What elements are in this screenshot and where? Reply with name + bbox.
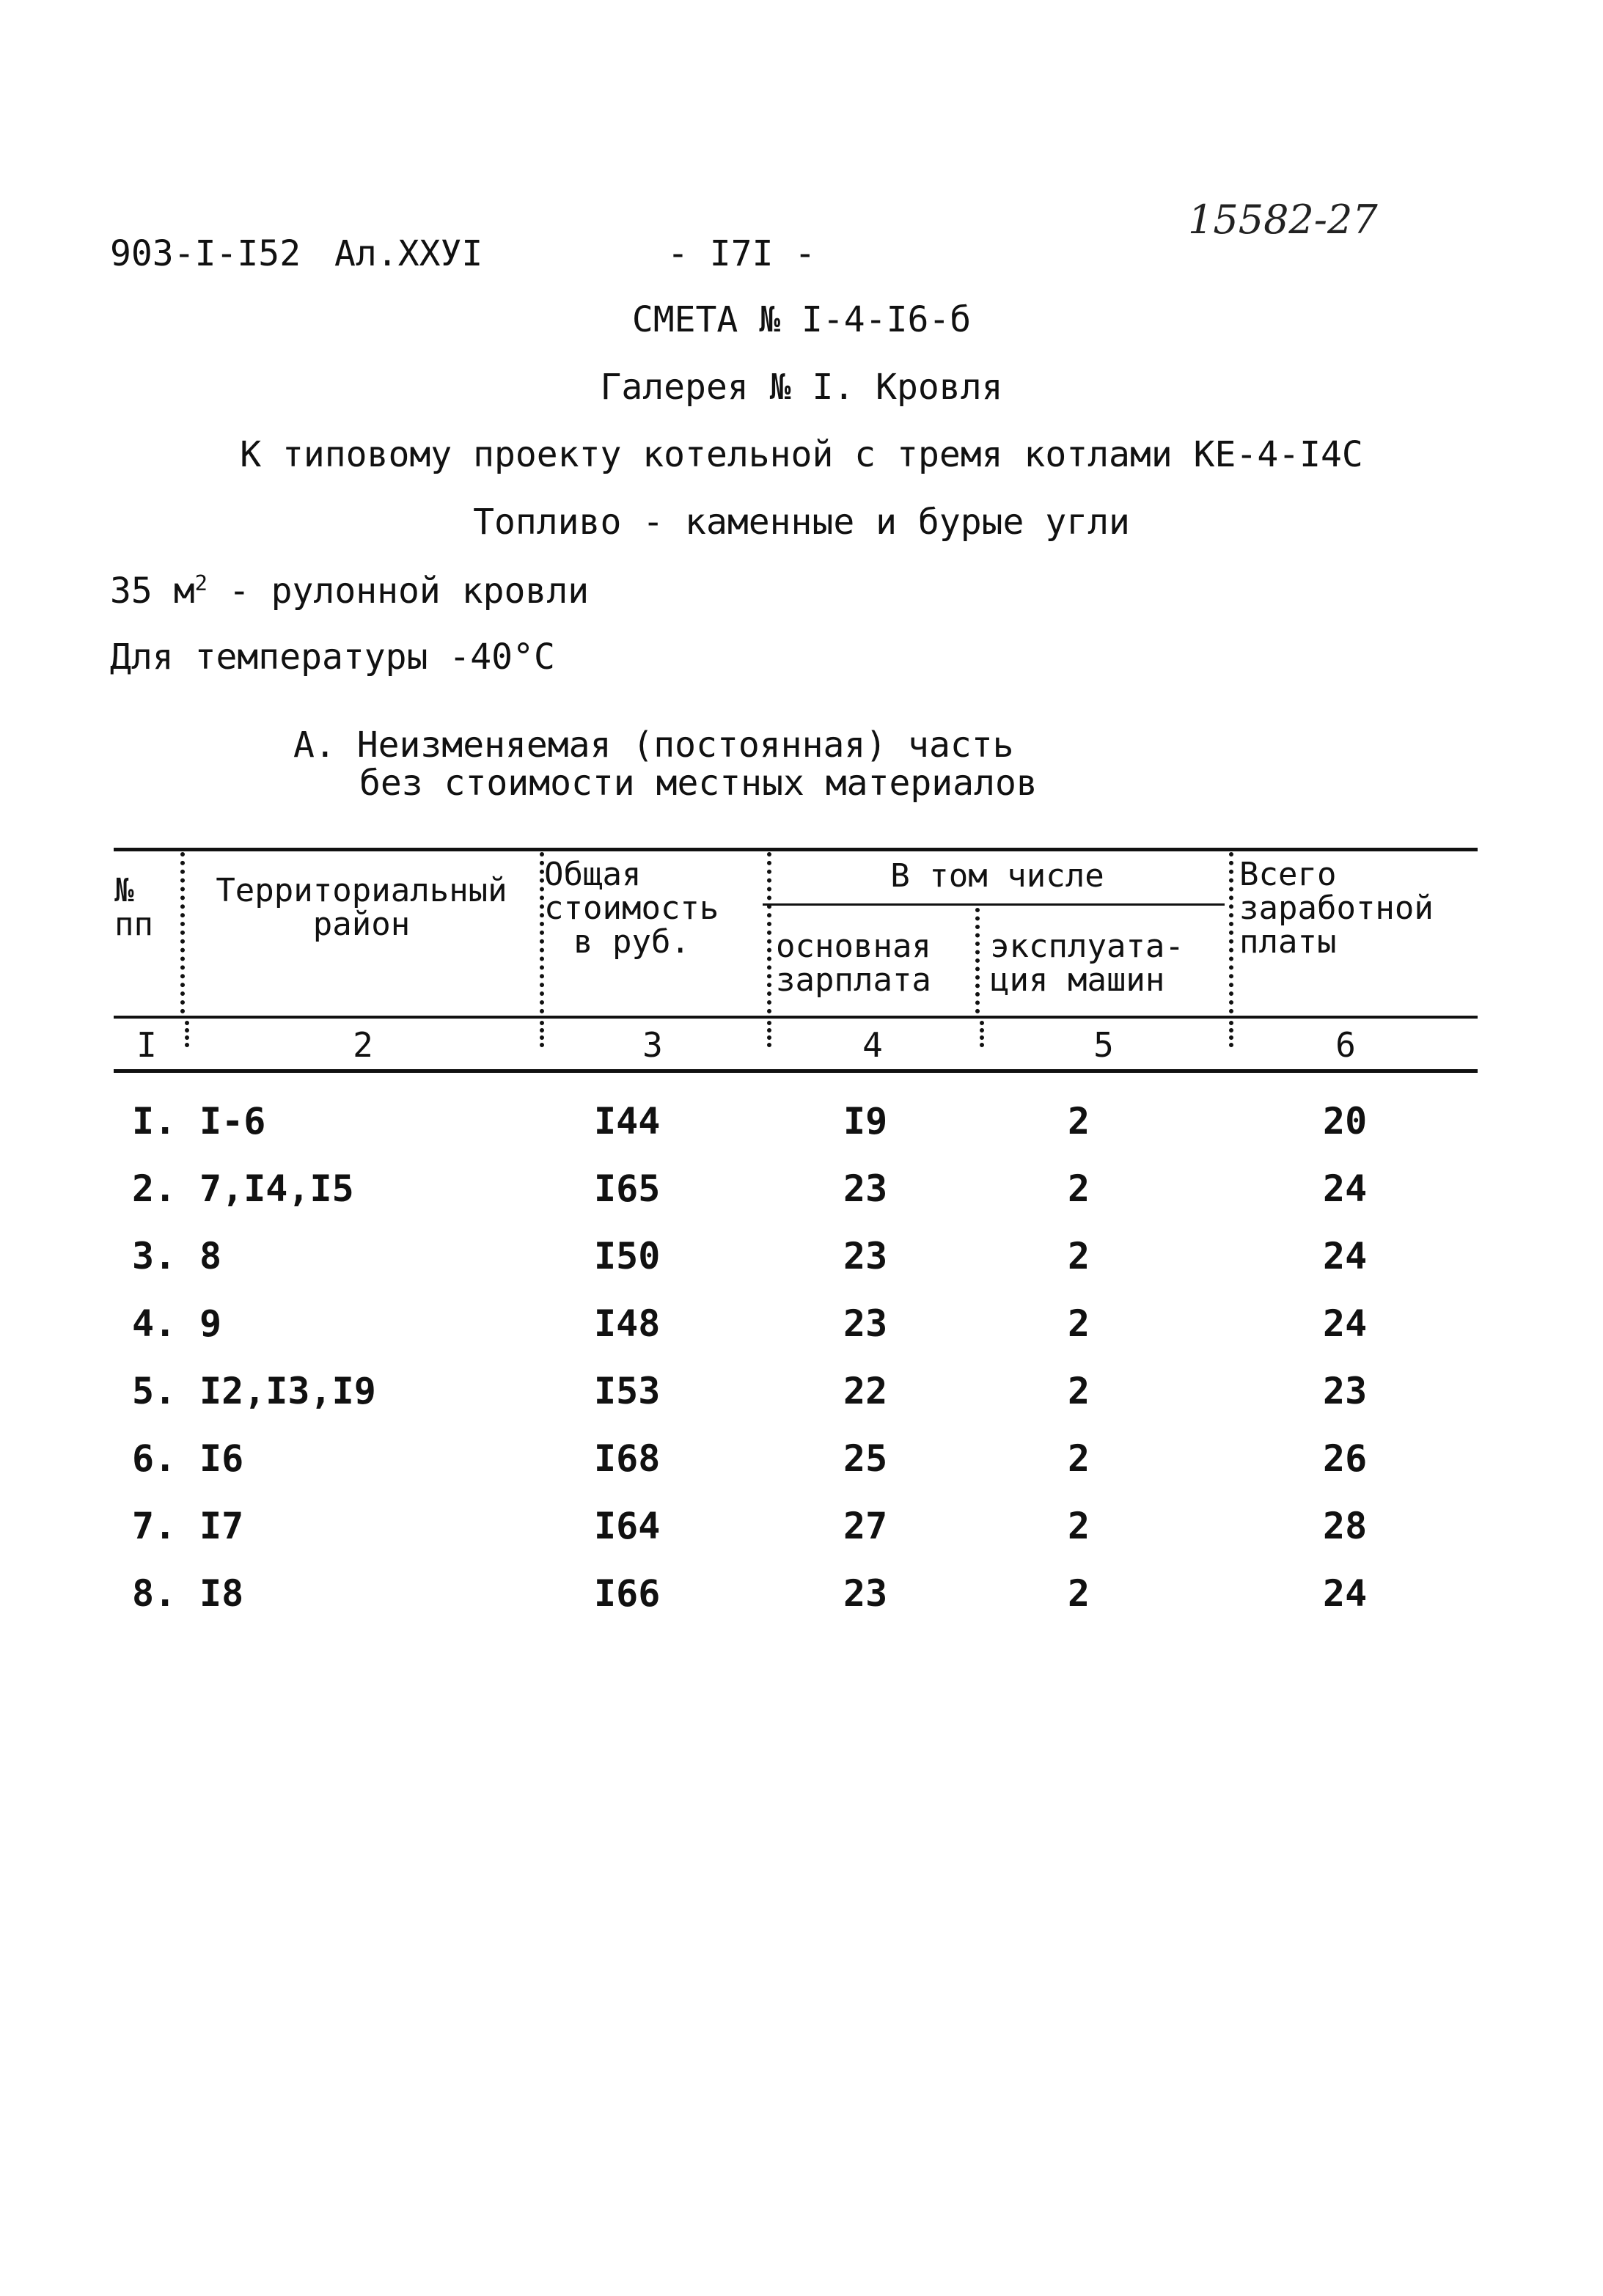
row-number: 4.	[132, 1302, 177, 1345]
header-bottom-rule	[114, 1016, 1478, 1019]
album-number: Ал.XXУI	[334, 233, 483, 274]
row-base-salary: 22	[843, 1370, 888, 1412]
row-number: 6.	[132, 1437, 177, 1480]
row-base-salary: 23	[843, 1235, 888, 1277]
column-number: I	[136, 1025, 157, 1065]
row-number: 5.	[132, 1370, 177, 1412]
project-title: К типовому проекту котельной с тремя котлами КЕ-4-I4С	[240, 434, 1363, 475]
section-heading	[293, 726, 1038, 802]
temperature-line: Для температуры -40°С	[110, 637, 555, 678]
row-number: 2.	[132, 1167, 177, 1210]
handwritten-number: 15582-27	[1188, 197, 1378, 243]
fuel-title: Топливо - каменные и бурые угли	[473, 502, 1130, 543]
column-number: 2	[353, 1025, 373, 1065]
row-base-salary: 23	[843, 1167, 888, 1210]
header-machine-operation: эксплуата- ция машин	[990, 928, 1184, 999]
row-total-cost: I65	[594, 1167, 661, 1210]
row-total-wages: 24	[1323, 1302, 1368, 1345]
row-number: 8.	[132, 1572, 177, 1615]
row-district: I-6	[199, 1100, 266, 1143]
row-total-cost: I50	[594, 1235, 661, 1277]
header-district: Территориальный район	[216, 872, 507, 943]
column-separator	[185, 1021, 189, 1047]
header-base-salary: основная зарплата	[776, 928, 931, 999]
row-district: 9	[199, 1302, 222, 1345]
row-total-wages: 28	[1323, 1505, 1368, 1547]
column-separator	[980, 1021, 984, 1047]
row-machine-operation: 2	[1068, 1572, 1090, 1615]
row-machine-operation: 2	[1068, 1100, 1090, 1143]
estimate-title: СМЕТА № I-4-I6-б	[631, 299, 972, 340]
row-base-salary: 27	[843, 1505, 888, 1547]
row-number: I.	[132, 1100, 177, 1143]
row-machine-operation: 2	[1068, 1167, 1090, 1210]
object-title: Галерея № I. Кровля	[600, 367, 1003, 408]
row-total-cost: I64	[594, 1505, 661, 1547]
roof-area: 35 $м^2$ - рулонной кровли	[110, 571, 590, 612]
header-total-wages: Всего заработной платы	[1239, 856, 1434, 961]
row-total-wages: 24	[1323, 1572, 1368, 1615]
row-district: I7	[199, 1505, 244, 1547]
group-header-rule	[763, 903, 1225, 906]
row-total-wages: 24	[1323, 1167, 1368, 1210]
row-district: 7,I4,I5	[199, 1167, 354, 1210]
column-number: 5	[1093, 1025, 1114, 1065]
row-total-wages: 26	[1323, 1437, 1368, 1480]
row-total-cost: I48	[594, 1302, 661, 1345]
table-top-rule	[114, 848, 1478, 851]
row-total-wages: 24	[1323, 1235, 1368, 1277]
row-base-salary: 23	[843, 1302, 888, 1345]
column-number: 6	[1335, 1025, 1356, 1065]
row-total-cost: I53	[594, 1370, 661, 1412]
row-total-cost: I44	[594, 1100, 661, 1143]
row-total-cost: I68	[594, 1437, 661, 1480]
column-separator	[1229, 1021, 1233, 1047]
row-district: 8	[199, 1235, 222, 1277]
column-separator	[767, 852, 771, 1013]
column-separator	[767, 1021, 771, 1047]
row-total-wages: 23	[1323, 1370, 1368, 1412]
row-total-wages: 20	[1323, 1100, 1368, 1143]
column-separator	[540, 1021, 544, 1047]
row-total-cost: I66	[594, 1572, 661, 1615]
row-machine-operation: 2	[1068, 1302, 1090, 1345]
column-separator	[180, 852, 185, 1013]
row-district: I2,I3,I9	[199, 1370, 376, 1412]
column-number: 4	[862, 1025, 883, 1065]
row-machine-operation: 2	[1068, 1505, 1090, 1547]
column-number: 3	[642, 1025, 663, 1065]
row-number: 7.	[132, 1505, 177, 1547]
header-number: № пп	[114, 872, 153, 943]
document-code: 903-I-I52	[110, 233, 301, 274]
column-separator	[1229, 852, 1233, 1013]
row-machine-operation: 2	[1068, 1437, 1090, 1480]
section-heading-line2: без стоимости местных материалов	[359, 763, 1038, 804]
row-base-salary: 23	[843, 1572, 888, 1615]
row-machine-operation: 2	[1068, 1235, 1090, 1277]
page-number: - I7I -	[667, 233, 816, 274]
row-district: I8	[199, 1572, 244, 1615]
row-base-salary: I9	[843, 1100, 888, 1143]
row-machine-operation: 2	[1068, 1370, 1090, 1412]
row-district: I6	[199, 1437, 244, 1480]
section-heading-line1: А. Неизменяемая (постоянная) часть	[293, 725, 1014, 766]
row-base-salary: 25	[843, 1437, 888, 1480]
row-number: 3.	[132, 1235, 177, 1277]
column-numbers-rule	[114, 1069, 1478, 1073]
column-separator	[975, 908, 980, 1013]
header-total-cost: Общая стоимость в руб.	[544, 856, 719, 961]
header-including: В том числе	[890, 857, 1104, 895]
